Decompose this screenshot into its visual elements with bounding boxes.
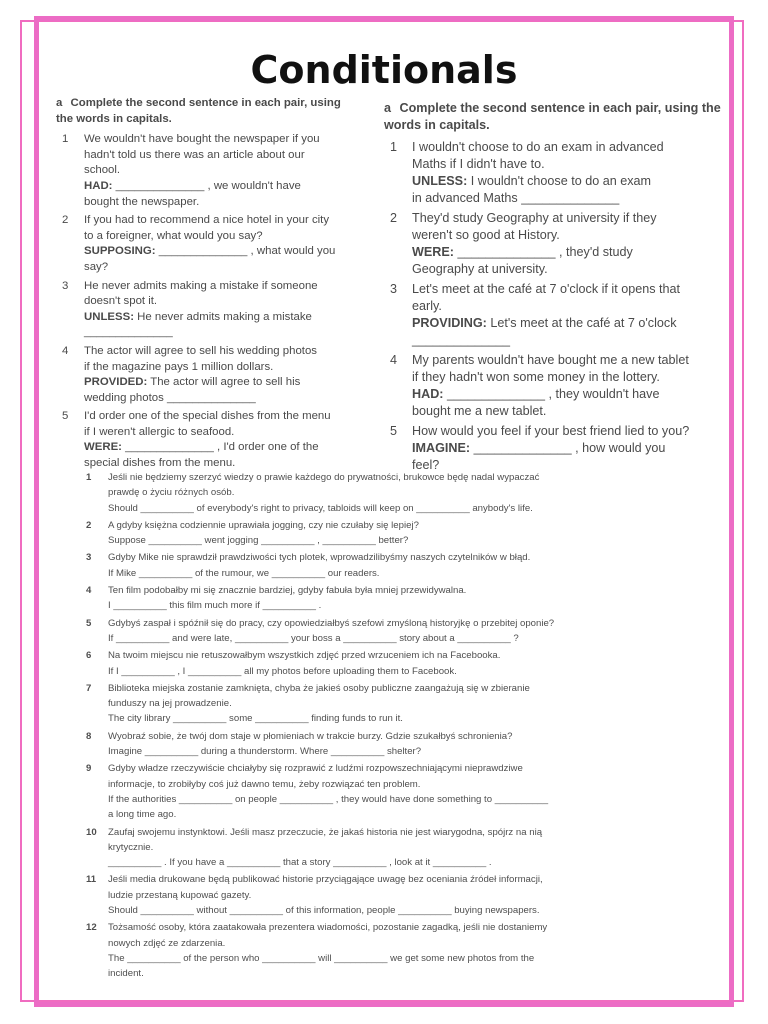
- keyword: UNLESS:: [412, 174, 468, 188]
- question-line: Maths if I didn't have to.: [412, 157, 545, 171]
- question-line: IMAGINE: ______________ , how would you: [412, 441, 666, 455]
- question-text: [108, 872, 646, 918]
- question-line: I wouldn't choose to do an exam in advanced: [412, 140, 664, 154]
- question-number: 3: [62, 279, 69, 292]
- question-item: [86, 681, 646, 727]
- question-number: 4: [86, 585, 92, 597]
- question-line: ______________: [84, 326, 173, 339]
- question-text: [108, 729, 646, 760]
- question-item: [86, 616, 646, 647]
- question-number: 3: [390, 282, 398, 296]
- question-line: The actor will agree to sell his wedding photos: [84, 344, 318, 357]
- question-line: say?: [84, 260, 109, 273]
- question-line: We wouldn't have bought the newspaper if you: [84, 133, 320, 146]
- question-number: 5: [390, 424, 398, 438]
- translation-exercise: [86, 470, 646, 984]
- question-text: [412, 281, 724, 349]
- question-text: [84, 132, 356, 210]
- question-item: [384, 281, 724, 349]
- question-number: 1: [86, 472, 92, 483]
- question-line: hadn't told us there was an article about our: [84, 148, 305, 161]
- question-line: informacje, to zrobiłyby coś już dawno temu, żeby rozwiązać ten problem.: [108, 778, 421, 790]
- question-number: 10: [86, 826, 97, 838]
- keyword: PROVIDING:: [412, 316, 487, 330]
- question-line: UNLESS: I wouldn't choose to do an exam: [412, 174, 652, 188]
- question-line: special dishes from the menu.: [84, 457, 236, 470]
- question-text: [84, 344, 356, 406]
- question-line: early.: [412, 299, 442, 313]
- question-line: SUPPOSING: ______________ , what would you: [84, 245, 336, 258]
- page-title: Conditionals: [250, 48, 518, 92]
- question-line: incident.: [108, 968, 144, 980]
- question-text: [84, 409, 356, 471]
- question-text: [84, 213, 356, 275]
- question-text: [108, 648, 646, 679]
- question-item: [86, 729, 646, 760]
- question-line: feel?: [412, 458, 440, 472]
- question-item: [86, 583, 646, 614]
- question-line: doesn't spot it.: [84, 295, 158, 308]
- question-line: If I __________ , I __________ all my photos before uploading them to Facebook.: [108, 665, 457, 677]
- keyword: WERE:: [412, 245, 454, 259]
- question-line: Gdyby Mike nie sprawdził prawdziwości tych plotek, wprowadzilibyśmy naszych czytelników w błąd.: [108, 552, 531, 564]
- exercise-heading: [384, 100, 724, 134]
- keyword: WERE:: [84, 441, 122, 454]
- question-line: Imagine __________ during a thunderstorm. Where __________ shelter?: [108, 746, 422, 758]
- question-line: How would you feel if your best friend lied to you?: [412, 424, 690, 438]
- question-line: Zaufaj swojemu instynktowi. Jeśli masz przeczucie, że jakaś historia nie jest wiarygodna, spójrz na nią: [108, 826, 543, 838]
- question-line: PROVIDING: Let's meet at the café at 7 o'clock: [412, 316, 677, 330]
- question-text: [108, 761, 646, 822]
- question-text: [108, 616, 646, 647]
- question-line: to a foreigner, what would you say?: [84, 229, 263, 242]
- keyword: HAD:: [412, 387, 444, 401]
- question-line: krytycznie.: [108, 841, 154, 853]
- question-line: PROVIDED: The actor will agree to sell his: [84, 376, 301, 389]
- question-number: 5: [62, 410, 69, 423]
- question-item: [86, 550, 646, 581]
- question-line: The __________ of the person who __________ will __________ we get some new photos from the: [108, 952, 535, 964]
- exercise-heading: [56, 96, 356, 127]
- question-line: A gdyby księżna codziennie uprawiała jogging, czy nie czułaby się lepiej?: [108, 519, 419, 531]
- question-line: Na twoim miejscu nie retuszowałbym wszystkich zdjęć przed wrzuceniem ich na Facebooka.: [108, 650, 501, 662]
- question-line: My parents wouldn't have bought me a new tablet: [412, 353, 689, 367]
- question-number: 7: [86, 682, 92, 694]
- question-number: 2: [86, 519, 92, 531]
- question-line: funduszy na jej prowadzenie.: [108, 698, 232, 710]
- question-item: [86, 648, 646, 679]
- question-line: Wyobraź sobie, że twój dom staje w płomieniach w trakcie burzy. Gdzie szukałbyś schronienia?: [108, 730, 513, 742]
- question-item: [56, 409, 356, 471]
- question-line: wedding photos ______________: [84, 391, 256, 404]
- question-line: Should __________ without __________ of this information, people __________ buying newspapers.: [108, 905, 540, 917]
- question-number: 6: [86, 650, 92, 662]
- exercise-letter: a: [56, 97, 63, 109]
- question-item: [56, 213, 356, 275]
- question-number: 4: [62, 344, 69, 357]
- question-item: [86, 761, 646, 822]
- question-number: 11: [86, 874, 97, 886]
- exercise-right: [384, 100, 724, 477]
- question-line: Gdyby władze rzeczywiście chciałyby się rozprawić z ludźmi rozpowszechniającymi nieprawdziwe: [108, 763, 523, 775]
- question-item: [86, 518, 646, 549]
- question-text: [412, 352, 724, 420]
- question-number: 5: [86, 617, 92, 629]
- exercise-instruction: Complete the second sentence in each pair, using the words in capitals.: [384, 101, 721, 132]
- question-line: ______________: [412, 333, 511, 347]
- question-line: I'd order one of the special dishes from the menu: [84, 410, 331, 423]
- question-line: HAD: ______________ , we wouldn't have: [84, 179, 301, 192]
- question-item: [56, 132, 356, 210]
- question-line: He never admits making a mistake if someone: [84, 279, 318, 292]
- question-item: [86, 872, 646, 918]
- question-line: a long time ago.: [108, 809, 177, 821]
- question-number: 4: [390, 353, 398, 367]
- question-number: 8: [86, 730, 92, 742]
- question-item: [86, 470, 646, 516]
- question-line: bought me a new tablet.: [412, 404, 547, 418]
- question-item: [86, 920, 646, 981]
- question-text: [108, 583, 646, 614]
- question-number: 2: [390, 211, 398, 225]
- question-line: __________ . If you have a __________ that a story __________ , look at it __________ .: [108, 857, 492, 869]
- question-line: If you had to recommend a nice hotel in your city: [84, 214, 330, 227]
- question-line: Gdybyś zaspał i spóźnił się do pracy, czy opowiedziałbyś szefowi zmyśloną historyjkę o przebitej oponie?: [108, 617, 555, 629]
- question-item: [56, 344, 356, 406]
- question-line: Ten film podobałby mi się znacznie bardziej, gdyby fabuła była mniej przewidywalna.: [108, 585, 467, 597]
- question-line: WERE: ______________ , I'd order one of the: [84, 441, 319, 454]
- question-text: [84, 279, 356, 341]
- question-text: [108, 825, 646, 871]
- question-line: If the authorities __________ on people __________ , they would have done something to __________: [108, 793, 549, 805]
- question-number: 1: [62, 133, 69, 146]
- question-text: [108, 550, 646, 581]
- question-line: WERE: ______________ , they'd study: [412, 245, 633, 259]
- question-line: ludzie przestaną kupować gazety.: [108, 889, 252, 901]
- exercise-items: [384, 139, 724, 474]
- question-number: 2: [62, 214, 69, 227]
- exercise-letter: a: [384, 101, 392, 115]
- question-text: [412, 210, 724, 278]
- question-line: if the magazine pays 1 million dollars.: [84, 360, 274, 373]
- question-line: bought the newspaper.: [84, 195, 200, 208]
- question-text: [108, 920, 646, 981]
- question-line: I __________ this film much more if __________ .: [108, 600, 322, 612]
- question-line: If Mike __________ of the rumour, we __________ our readers.: [108, 567, 380, 579]
- question-text: [412, 423, 724, 474]
- exercise-items: [56, 132, 356, 471]
- question-line: weren't so good at History.: [412, 228, 560, 242]
- keyword: PROVIDED:: [84, 376, 148, 389]
- question-line: prawdę o życiu różnych osób.: [108, 487, 235, 499]
- question-line: Should __________ of everybody's right to privacy, tabloids will keep on __________ anybody's life.: [108, 502, 533, 514]
- keyword: HAD:: [84, 179, 113, 192]
- question-line: HAD: ______________ , they wouldn't have: [412, 387, 660, 401]
- question-line: Let's meet at the café at 7 o'clock if it opens that: [412, 282, 681, 296]
- question-line: nowych zdjęć ze zdarzenia.: [108, 937, 226, 949]
- question-item: [56, 279, 356, 341]
- question-text: [108, 470, 646, 516]
- question-item: [384, 210, 724, 278]
- question-line: if I weren't allergic to seafood.: [84, 425, 235, 438]
- question-item: [384, 423, 724, 474]
- question-item: [384, 352, 724, 420]
- question-line: Geography at university.: [412, 262, 548, 276]
- question-text: [108, 518, 646, 549]
- question-line: if they hadn't won some money in the lottery.: [412, 370, 660, 384]
- question-item: [86, 825, 646, 871]
- keyword: UNLESS:: [84, 310, 134, 323]
- question-line: UNLESS: He never admits making a mistake: [84, 310, 312, 323]
- question-line: Biblioteka miejska zostanie zamknięta, chyba że jakieś osoby publiczne zaangażują się w zbieranie: [108, 682, 530, 694]
- question-number: 3: [86, 552, 92, 564]
- question-line: The city library __________ some __________ finding funds to run it.: [108, 713, 403, 725]
- question-line: in advanced Maths ______________: [412, 191, 620, 205]
- question-line: Jeśli media drukowane będą publikować historie przyciągające uwagę bez oceniania źródeł informacji,: [108, 874, 543, 886]
- question-line: Tożsamość osoby, która zaatakowała prezentera wiadomości, pozostanie zagadką, jeśli nie dostaniemy: [108, 922, 548, 934]
- question-line: They'd study Geography at university if they: [412, 211, 657, 225]
- exercise-instruction: Complete the second sentence in each pair, using the words in capitals.: [56, 97, 341, 125]
- question-line: school.: [84, 164, 121, 177]
- keyword: SUPPOSING:: [84, 245, 156, 258]
- question-item: [384, 139, 724, 207]
- question-line: Suppose __________ went jogging __________ , __________ better?: [108, 535, 409, 547]
- exercise-left: [56, 96, 356, 475]
- keyword: IMAGINE:: [412, 441, 471, 455]
- question-number: 12: [86, 922, 97, 934]
- question-line: If __________ and were late, __________ your boss a __________ story about a __________ ?: [108, 632, 519, 644]
- question-line: Jeśli nie będziemy szerzyć wiedzy o prawie każdego do prywatności, brukowce będę nadal wypaczać: [108, 472, 540, 483]
- question-number: 1: [390, 140, 398, 154]
- question-number: 9: [86, 763, 92, 775]
- question-text: [412, 139, 724, 207]
- question-text: [108, 681, 646, 727]
